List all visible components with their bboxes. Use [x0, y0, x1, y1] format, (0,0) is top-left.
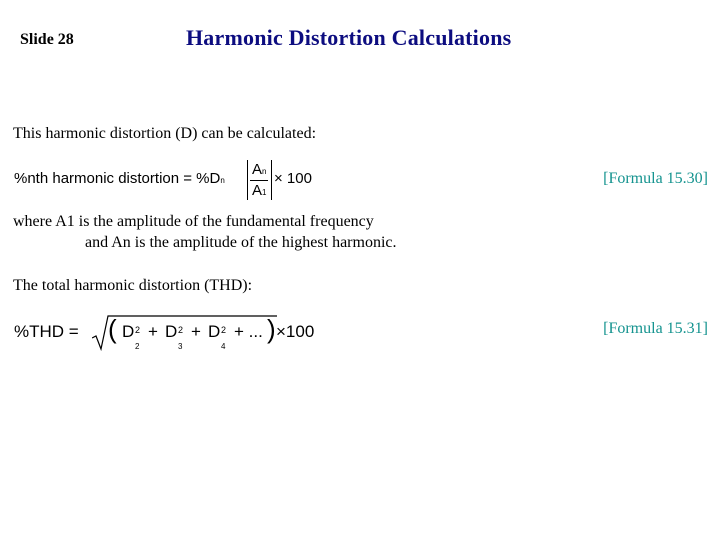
formula1-fraction-line — [250, 180, 268, 181]
formula2-open-paren: ( — [108, 314, 117, 344]
formula1-times: × 100 — [274, 170, 312, 187]
formula2-ellipsis: + ... — [234, 322, 263, 341]
formula1-denominator: A1 — [252, 182, 267, 199]
formula2-times: ×100 — [276, 322, 315, 341]
formula2-lhs: %THD = — [14, 322, 79, 341]
formula-15-31-ref: [Formula 15.31] — [603, 320, 708, 337]
slide-title: Harmonic Distortion Calculations — [186, 25, 512, 50]
intro-text: This harmonic distortion (D) can be calculated: — [13, 125, 317, 142]
formula2-d4: D 2 4 — [208, 322, 227, 351]
formula2-d3: D 2 3 — [165, 322, 184, 351]
where-line-1: where A1 is the amplitude of the fundamental frequency — [13, 213, 374, 230]
formula2-close-paren: ) — [267, 314, 276, 344]
thd-intro: The total harmonic distortion (THD): — [13, 277, 253, 294]
formula2-plus-2: + — [191, 322, 201, 341]
formula2-plus-1: + — [148, 322, 158, 341]
formula1-abs-left — [247, 160, 248, 200]
slide-number: Slide 28 — [20, 31, 74, 48]
formula1-lhs: %nth harmonic distortion = %Dn — [14, 170, 225, 187]
formula-15-30-ref: [Formula 15.30] — [603, 170, 708, 187]
formula1-abs-right — [271, 160, 272, 200]
formula2-d2: D 2 2 — [122, 322, 141, 351]
formula1-lhs-sub: n — [220, 176, 225, 185]
formula1-numerator: An — [252, 161, 267, 178]
formula-15-31 — [14, 314, 314, 352]
where-line-2: and An is the amplitude of the highest harmonic. — [85, 234, 397, 251]
formula-15-30 — [14, 160, 334, 202]
